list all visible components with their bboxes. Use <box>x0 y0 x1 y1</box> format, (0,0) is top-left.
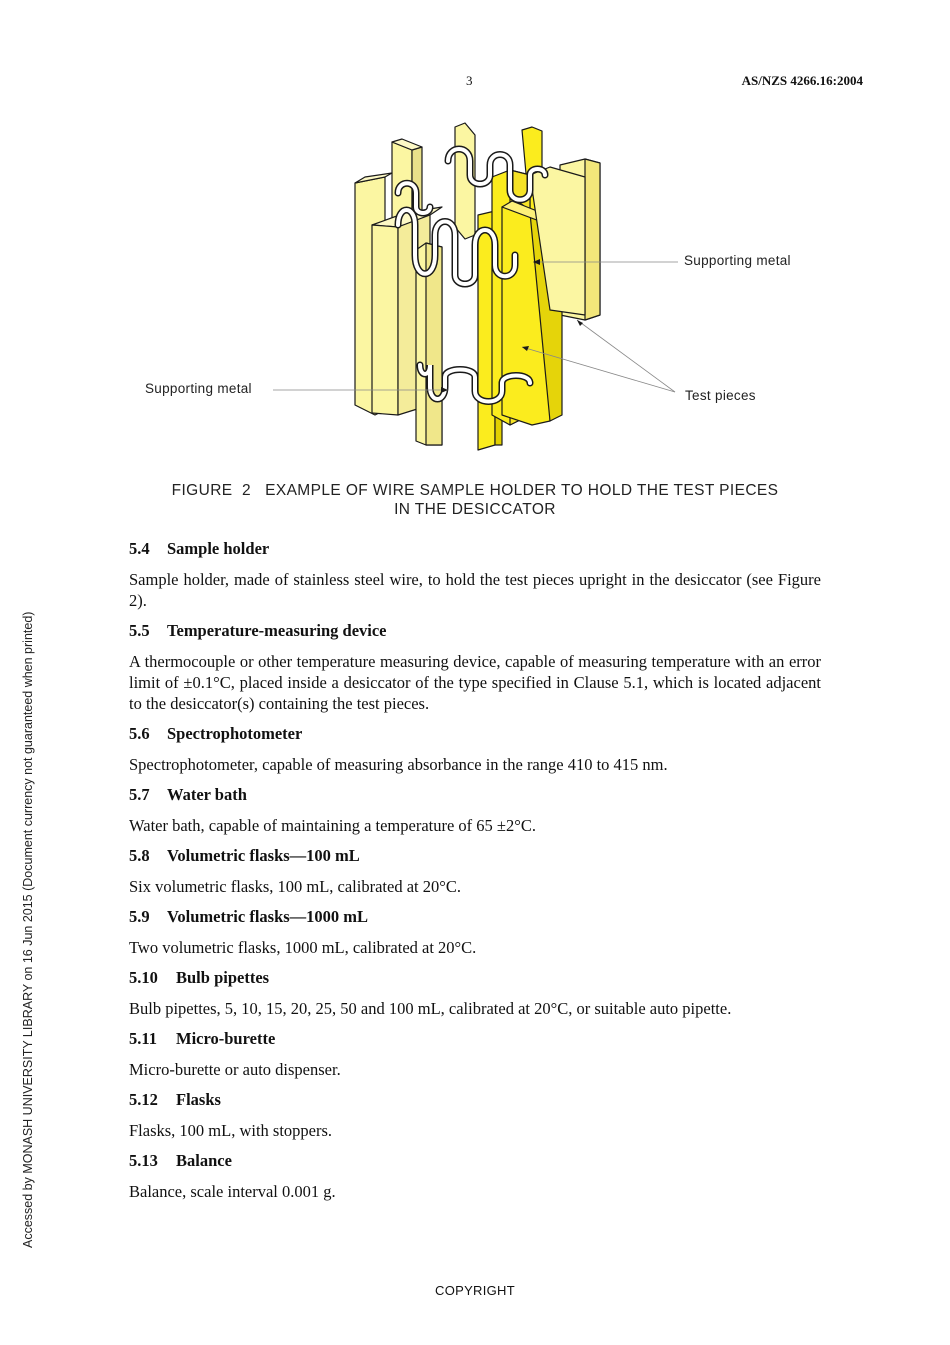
section-body: Micro-burette or auto dispenser. <box>129 1060 341 1079</box>
section-title: Temperature-measuring device <box>167 621 387 640</box>
section-heading <box>129 1028 821 1049</box>
section-heading <box>129 906 821 927</box>
section-body: Two volumetric flasks, 1000 mL, calibrated at 20°C. <box>129 938 477 957</box>
section-heading <box>129 620 821 641</box>
section-body: Balance, scale interval 0.001 g. <box>129 1182 336 1201</box>
caption-line-1: FIGURE 2 EXAMPLE OF WIRE SAMPLE HOLDER TO HOLD THE TEST PIECES <box>171 482 779 499</box>
section-body: Six volumetric flasks, 100 mL, calibrated at 20°C. <box>129 877 461 896</box>
section-number: 5.4 <box>129 539 150 558</box>
section-title: Micro-burette <box>176 1029 276 1048</box>
section-number: 5.7 <box>129 785 150 804</box>
section-body: Bulb pipettes, 5, 10, 15, 20, 25, 50 and 100 mL, calibrated at 20°C, or suitable auto pipette. <box>129 999 732 1018</box>
page-number: 3 <box>466 73 473 88</box>
section-number: 5.13 <box>129 1151 158 1170</box>
section-body: Sample holder, made of stainless steel wire, to hold the test pieces upright in the desiccator (see Figure 2). <box>129 570 821 610</box>
section-heading <box>129 1150 821 1171</box>
section-title: Volumetric flasks—100 mL <box>167 846 360 865</box>
standard-number: AS/NZS 4266.16:2004 <box>741 73 863 88</box>
section-5-8 <box>129 845 821 897</box>
section-number: 5.9 <box>129 907 150 926</box>
section-number: 5.8 <box>129 846 150 865</box>
section-5-5 <box>129 620 821 714</box>
section-body: A thermocouple or other temperature measuring device, capable of measuring temperature with an error limit of ±0.1°C, placed inside a desiccator of the type specified in Clause 5.1, which is located adjacent to the desiccator(s) containing the test pieces. <box>129 652 821 713</box>
section-heading <box>129 1089 821 1110</box>
section-heading <box>129 784 821 805</box>
section-5-13 <box>129 1150 821 1202</box>
section-5-9 <box>129 906 821 958</box>
sections-list <box>129 538 821 1211</box>
label-supporting-metal-left: Supporting metal <box>145 381 252 396</box>
section-title: Volumetric flasks—1000 mL <box>167 907 369 926</box>
section-5-11 <box>129 1028 821 1080</box>
section-number: 5.5 <box>129 621 150 640</box>
section-5-12 <box>129 1089 821 1141</box>
section-heading <box>129 967 821 988</box>
figure-2 <box>130 115 830 455</box>
label-test-pieces: Test pieces <box>685 388 756 403</box>
section-title: Balance <box>176 1151 232 1170</box>
section-title: Sample holder <box>167 539 270 558</box>
caption-line-2: IN THE DESICCATOR <box>394 501 556 518</box>
section-number: 5.12 <box>129 1090 158 1109</box>
section-5-10 <box>129 967 821 1019</box>
section-number: 5.11 <box>129 1029 157 1048</box>
access-watermark: Accessed by MONASH UNIVERSITY LIBRARY on 16 Jun 2015 (Document currency not guaranteed when printed) <box>21 611 35 1248</box>
section-heading <box>129 723 821 744</box>
section-5-6 <box>129 723 821 775</box>
section-body: Water bath, capable of maintaining a temperature of 65 ±2°C. <box>129 816 536 835</box>
section-title: Water bath <box>167 785 247 804</box>
section-5-4 <box>129 538 821 611</box>
sample-holder-illustration <box>130 115 830 455</box>
figure-caption <box>130 481 820 519</box>
section-title: Spectrophotometer <box>167 724 303 743</box>
section-number: 5.6 <box>129 724 150 743</box>
section-title: Bulb pipettes <box>176 968 270 987</box>
section-5-7 <box>129 784 821 836</box>
section-heading <box>129 845 821 866</box>
section-body: Spectrophotometer, capable of measuring absorbance in the range 410 to 415 nm. <box>129 755 668 774</box>
label-supporting-metal-right: Supporting metal <box>684 253 791 268</box>
copyright-footer: COPYRIGHT <box>435 1283 515 1298</box>
section-heading <box>129 538 821 559</box>
section-title: Flasks <box>176 1090 221 1109</box>
section-body: Flasks, 100 mL, with stoppers. <box>129 1121 333 1140</box>
section-number: 5.10 <box>129 968 158 987</box>
